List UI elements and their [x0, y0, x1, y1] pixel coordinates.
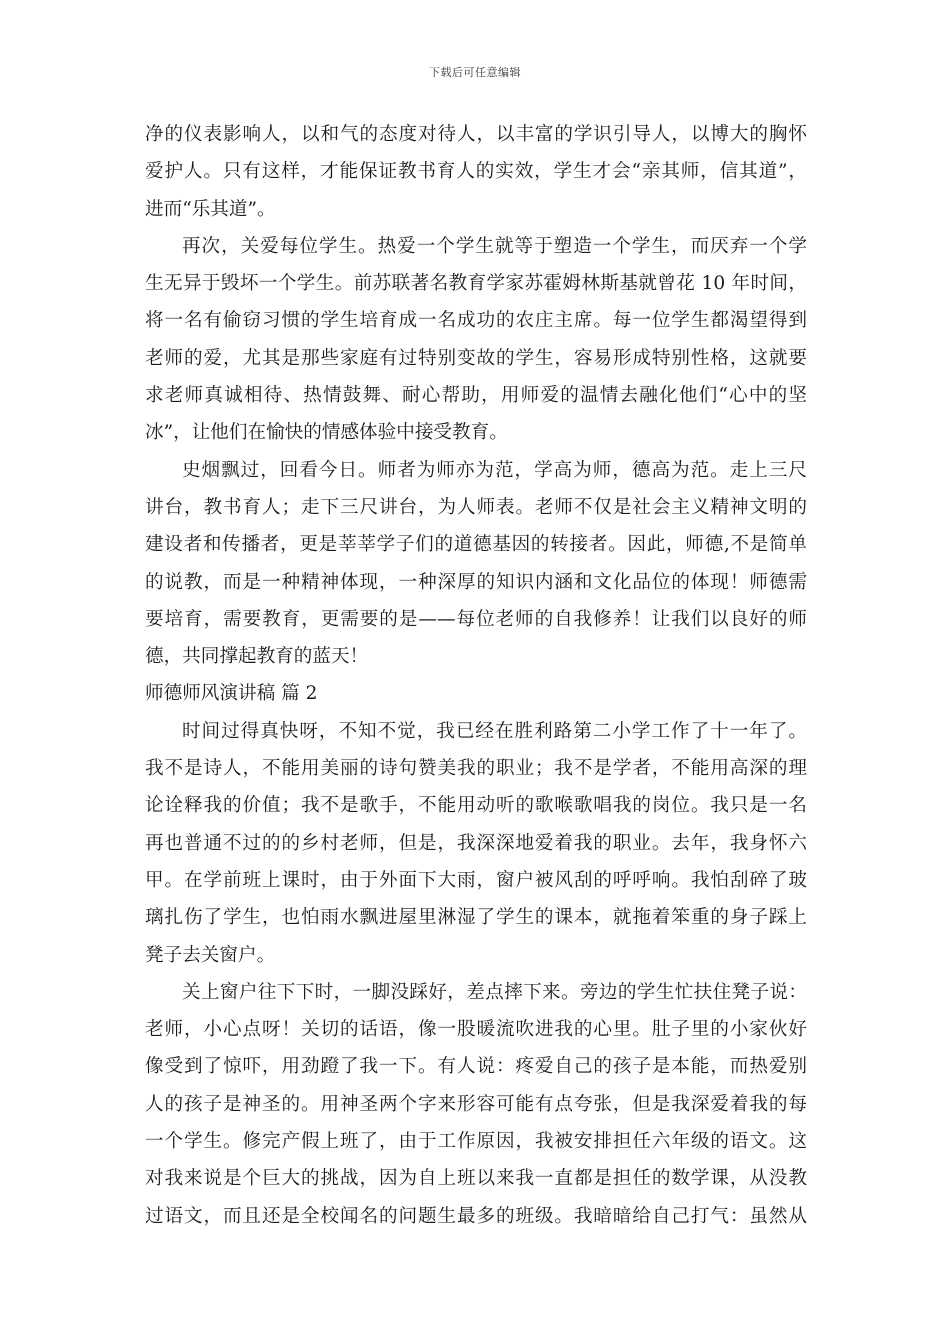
page-header: 下载后可任意编辑 [429, 66, 521, 79]
text-line: 进而“乐其道”。 [145, 198, 276, 220]
text-line: 将一名有偷窃习惯的学生培育成一名成功的农庄主席。每一位学生都渴望得到 [145, 310, 807, 332]
text-line: 甲。在学前班上课时，由于外面下大雨，窗户被风刮的呼呼响。我怕刮碎了玻 [145, 869, 807, 891]
section-heading: 师德师风演讲稿 篇 2 [145, 683, 318, 705]
text-line: 生无异于毁坏一个学生。前苏联著名教育学家苏霍姆林斯基就曾花 10 年时间， [145, 273, 807, 295]
text-line: 德，共同撑起教育的蓝天！ [145, 646, 369, 668]
document-body [145, 116, 807, 1235]
text-line: 老师的爱，尤其是那些家庭有过特别变故的学生，容易形成特别性格，这就要 [145, 347, 807, 369]
text-line: 再也普通不过的的乡村老师，但是，我深深地爱着我的职业。去年，我身怀六 [145, 832, 807, 854]
text-line: 再次，关爱每位学生。热爱一个学生就等于塑造一个学生，而厌弃一个学 [182, 235, 807, 257]
text-line: 人的孩子是神圣的。用神圣两个字来形容可能有点夸张，但是我深爱着我的每 [145, 1093, 807, 1115]
text-line: 要培育，需要教育，更需要的是——每位老师的自我修养！让我们以良好的师 [145, 608, 807, 630]
text-line: 过语文，而且还是全校闻名的问题生最多的班级。我暗暗给自己打气：虽然从 [145, 1205, 807, 1227]
text-line: 一个学生。修完产假上班了，由于工作原因，我被安排担任六年级的语文。这 [145, 1131, 807, 1153]
text-line: 对我来说是个巨大的挑战，因为自上班以来我一直都是担任的数学课，从没教 [145, 1168, 807, 1190]
text-line: 冰”，让他们在愉快的情感体验中接受教育。 [145, 422, 508, 444]
text-line: 关上窗户往下下时，一脚没踩好，差点摔下来。旁边的学生忙扶住凳子说： [182, 981, 807, 1003]
text-line: 时间过得真快呀，不知不觉，我已经在胜利路第二小学工作了十一年了。 [182, 720, 807, 742]
text-line: 爱护人。只有这样，才能保证教书育人的实效，学生才会“亲其师，信其道”， [145, 161, 807, 183]
text-line: 讲台，教书育人；走下三尺讲台，为人师表。老师不仅是社会主义精神文明的 [145, 496, 807, 518]
text-line: 像受到了惊吓，用劲蹬了我一下。有人说：疼爱自己的孩子是本能，而热爱别 [145, 1056, 807, 1078]
text-line: 建设者和传播者，更是莘莘学子们的道德基因的转接者。因此，师德,不是简单 [145, 534, 807, 556]
text-line: 我不是诗人，不能用美丽的诗句赞美我的职业；我不是学者，不能用高深的理 [145, 758, 807, 780]
text-line: 老师，小心点呀！关切的话语，像一股暖流吹进我的心里。肚子里的小家伙好 [145, 1019, 807, 1041]
text-line: 的说教，而是一种精神体现，一种深厚的知识内涵和文化品位的体现！师德需 [145, 571, 807, 593]
text-line: 求老师真诚相待、热情鼓舞、耐心帮助，用师爱的温情去融化他们“心中的坚 [145, 385, 807, 407]
text-line: 璃扎伤了学生，也怕雨水飘进屋里淋湿了学生的课本，就拖着笨重的身子踩上 [145, 907, 807, 929]
text-line: 论诠释我的价值；我不是歌手，不能用动听的歌喉歌唱我的岗位。我只是一名 [145, 795, 807, 817]
text-line: 净的仪表影响人，以和气的态度对待人，以丰富的学识引导人，以博大的胸怀 [145, 124, 807, 145]
text-line: 凳子去关窗户。 [145, 944, 276, 966]
text-line: 史烟飘过，回看今日。师者为师亦为范，学高为师，德高为范。走上三尺 [182, 459, 807, 481]
